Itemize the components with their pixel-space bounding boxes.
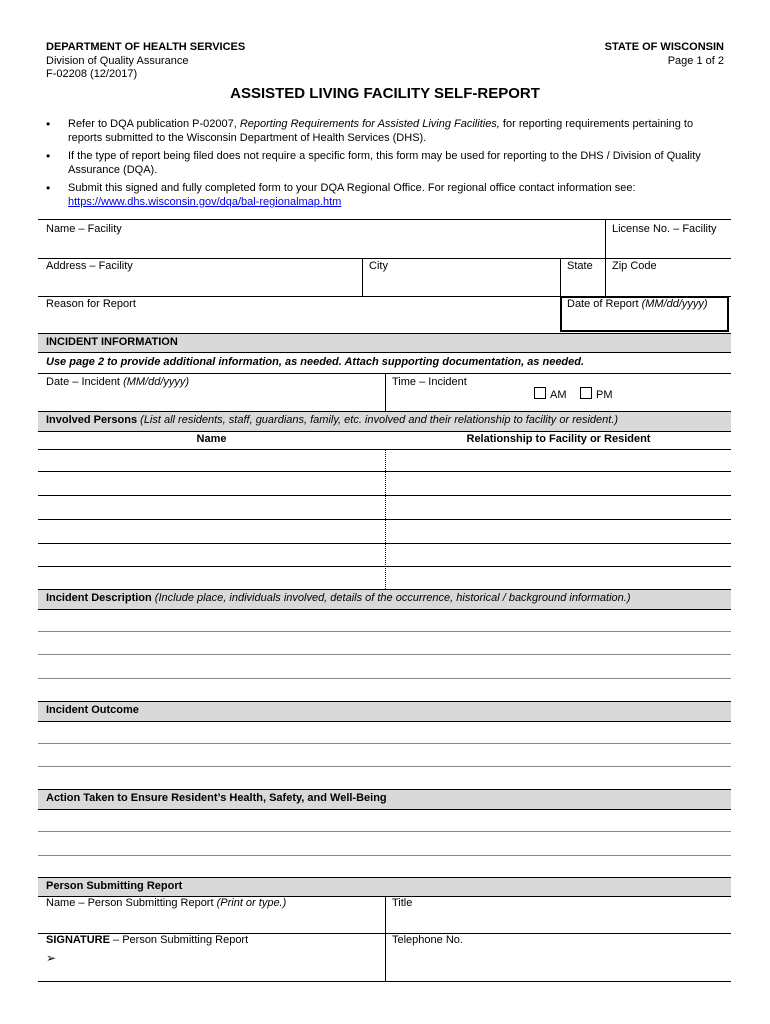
submitter-header-label: Person Submitting Report — [46, 880, 183, 892]
state-field[interactable] — [562, 274, 604, 294]
reason-label: Reason for Report — [46, 298, 136, 310]
address-field[interactable] — [40, 274, 360, 294]
outcome-header-label: Incident Outcome — [46, 704, 139, 716]
pm-checkbox[interactable] — [580, 387, 613, 401]
involved-relationship-field[interactable] — [388, 569, 728, 588]
involved-name-field[interactable] — [40, 451, 383, 470]
department-name: DEPARTMENT OF HEALTH SERVICES — [46, 41, 246, 53]
am-checkbox[interactable] — [534, 387, 567, 401]
facility-name-field[interactable] — [40, 236, 600, 256]
am-label: AM — [550, 389, 567, 401]
bullet-icon: • — [46, 117, 51, 131]
telephone-field[interactable] — [390, 948, 728, 976]
instruction-text: If the type of report being filed does not require a specific form, this form may be used for reporting to the DHS / Division of Quality Assurance (DQA). — [68, 150, 701, 176]
incident-header-label: INCIDENT INFORMATION — [46, 336, 178, 348]
division-name: Division of Quality Assurance — [46, 55, 189, 67]
pm-label: PM — [596, 389, 613, 401]
involved-relationship-field[interactable] — [388, 451, 728, 470]
bullet-icon: • — [46, 181, 51, 195]
city-field[interactable] — [364, 274, 558, 294]
telephone-label: Telephone No. — [392, 934, 463, 946]
signature-label: SIGNATURE – Person Submitting Report — [46, 934, 249, 946]
checkbox-icon — [580, 387, 592, 399]
involved-relationship-field[interactable] — [388, 522, 728, 541]
column-relationship-header: Relationship to Facility or Resident — [466, 433, 651, 445]
arrow-marker-icon: ➢ — [46, 951, 57, 965]
license-label: License No. – Facility — [612, 223, 717, 235]
involved-relationship-field[interactable] — [388, 474, 728, 493]
action-taken-field[interactable] — [40, 810, 728, 876]
form-number: F-02208 (12/2017) — [46, 68, 138, 80]
involved-name-field[interactable] — [40, 522, 383, 541]
column-name-header: Name — [196, 433, 227, 445]
bullet-icon: • — [46, 149, 51, 163]
regional-map-link[interactable]: https://www.dhs.wisconsin.gov/dqa/bal-regionalmap.htm — [68, 196, 342, 208]
incident-time-label: Time – Incident — [392, 376, 467, 388]
involved-name-field[interactable] — [40, 569, 383, 588]
involved-relationship-field[interactable] — [388, 498, 728, 517]
instruction-text: Submit this signed and fully completed form to your DQA Regional Office. For regional office contact information see: — [68, 182, 636, 194]
zip-label: Zip Code — [612, 260, 657, 272]
checkbox-icon — [534, 387, 546, 399]
publication-title: Reporting Requirements for Assisted Living Facilities, — [239, 118, 500, 130]
involved-name-field[interactable] — [40, 498, 383, 517]
state-label: State — [567, 260, 593, 272]
instruction-item — [44, 149, 724, 177]
instruction-text: for reporting requirements pertaining to reports submitted to the Wisconsin Department of Health Services (DHS). — [68, 118, 694, 144]
city-label: City — [369, 260, 388, 272]
instruction-item — [44, 181, 724, 209]
incident-instructions: Use page 2 to provide additional information, as needed. Attach supporting documentation, as needed. — [46, 356, 585, 368]
incident-description-field[interactable] — [40, 610, 728, 700]
incident-date-label: Date – Incident (MM/dd/yyyy) — [46, 376, 190, 388]
instruction-text: Refer to DQA publication P-02007, — [68, 118, 240, 130]
incident-date-field[interactable] — [40, 390, 380, 408]
address-label: Address – Facility — [46, 260, 133, 272]
submitter-name-label: Name – Person Submitting Report (Print or type.) — [46, 897, 287, 909]
outcome-section-header — [38, 701, 731, 722]
instruction-item — [44, 117, 724, 145]
date-of-report-label: Date of Report (MM/dd/yyyy) — [567, 298, 708, 310]
incident-outcome-field[interactable] — [40, 722, 728, 788]
submitter-title-field[interactable] — [390, 911, 728, 931]
page-title: ASSISTED LIVING FACILITY SELF-REPORT — [230, 85, 540, 102]
signature-field[interactable] — [62, 948, 380, 976]
reason-field[interactable] — [40, 312, 555, 332]
incident-time-field[interactable] — [392, 390, 512, 408]
involved-name-field[interactable] — [40, 474, 383, 493]
submitter-title-label: Title — [392, 897, 413, 909]
state-name: STATE OF WISCONSIN — [604, 41, 724, 53]
description-header-label: Incident Description (Include place, individuals involved, details of the occurrence, historical / background information.) — [46, 592, 631, 604]
involved-header-label: Involved Persons (List all residents, staff, guardians, family, etc. involved and their relationship to facility or resident.) — [46, 414, 619, 426]
submitter-name-field[interactable] — [40, 911, 380, 931]
page-number: Page 1 of 2 — [667, 55, 724, 67]
instruction-list — [44, 117, 724, 213]
action-header-label: Action Taken to Ensure Resident’s Health, Safety, and Well-Being — [46, 792, 387, 804]
license-field[interactable] — [608, 236, 728, 256]
facility-name-label: Name – Facility — [46, 223, 122, 235]
zip-field[interactable] — [608, 274, 728, 294]
